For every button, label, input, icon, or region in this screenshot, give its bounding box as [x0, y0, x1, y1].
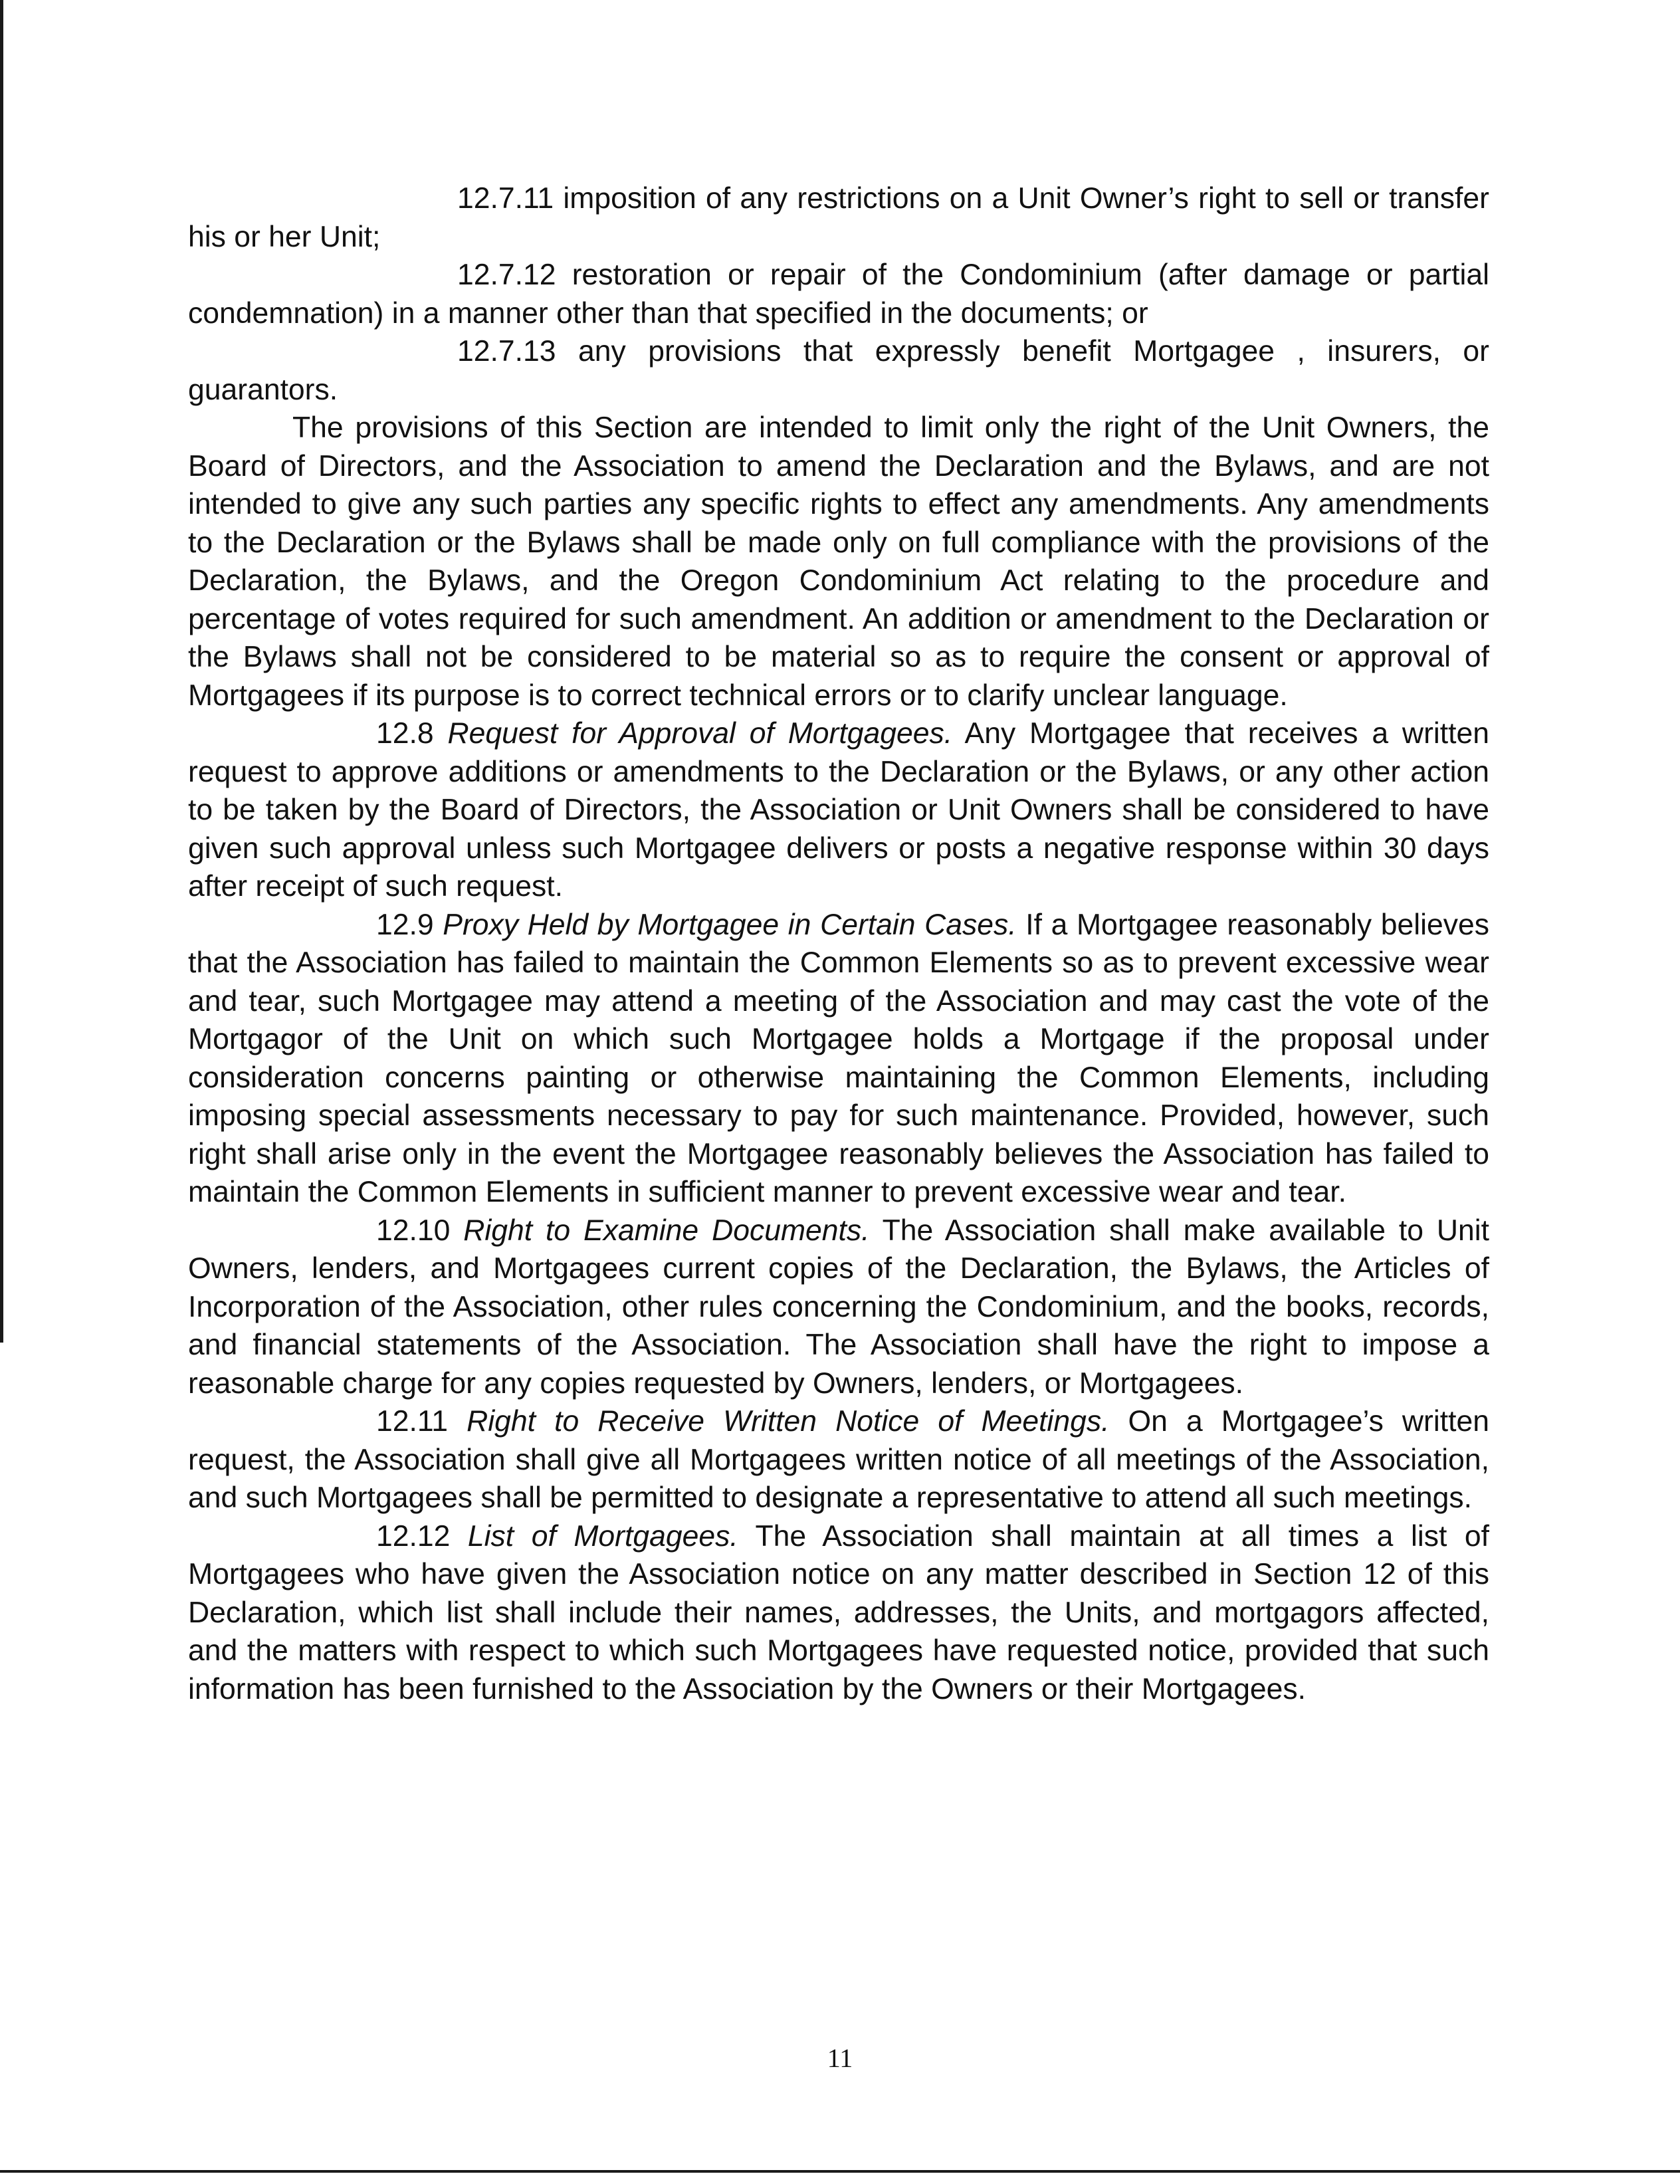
- section-text: Any Mortgagee that receives a written request to approve additions or amendments to the Declaration or the Bylaws, or any other action to be taken by the Board of Directors, the Association or Unit Owners shall be considered to have given such approval unless such Mortgagee delivers or posts a negative response within 30 days after receipt of such request.: [188, 717, 1489, 903]
- section-title: List of Mortgagees.: [467, 1519, 738, 1553]
- scan-bottom-edge: [0, 2170, 1680, 2173]
- section-number: 12.8: [376, 717, 434, 750]
- page-number: 11: [827, 2043, 853, 2073]
- section-number: 12.9: [376, 908, 434, 941]
- item-text: restoration or repair of the Condominium (after damage or partial condemnation) in a manner other than that specified in the documents; or: [188, 259, 1489, 330]
- section-text: The Association shall maintain at all times a list of Mortgagees who have given the Association notice on any matter described in Section 12 of this Declaration, which list shall include their names, addresses, the Units, and mortgagors affected, and the matters with respect to which such Mortgagees have requested notice, provided that such information has been furnished to the Association by the Owners or their Mortgagees.: [188, 1519, 1489, 1705]
- scan-left-edge: [0, 0, 3, 1343]
- section-number: 12.10: [376, 1214, 451, 1247]
- section-text: If a Mortgagee reasonably believes that the Association has failed to maintain the Common Elements so as to prevent excessive wear and tear, such Mortgagee may attend a meeting of the Association and may cast the vote of the Mortgagor of the Unit on which such Mortgagee holds a Mortgage if the proposal under consideration concerns painting or otherwise maintaining the Common Elements, including imposing special assessments necessary to pay for such maintenance. Provided, however, such right shall arise only in the event the Mortgagee reasonably believes the Association has failed to maintain the Common Elements in sufficient manner to prevent excessive wear and tear.: [188, 908, 1490, 1208]
- section-12-11: [188, 1402, 1489, 1517]
- section-number: 12.11: [376, 1405, 449, 1438]
- item-12-7-12: [188, 256, 1489, 332]
- section-title: Right to Receive Written Notice of Meetings.: [467, 1405, 1110, 1438]
- section-title: Proxy Held by Mortgagee in Certain Cases.: [443, 908, 1017, 941]
- item-number: 12.7.12: [457, 259, 556, 291]
- amendment-limits-paragraph: The provisions of this Section are intended to limit only the right of the Unit Owners, the Board of Directors, and the Association to amend the Declaration and the Bylaws, and are not intended to give any such parties any specific rights to effect any amendments. Any amendments to the Declaration or the Bylaws shall be made only on full compliance with the provisions of the Declaration, the Bylaws, and the Oregon Condominium Act relating to the procedure and percentage of votes required for such amendment. An addition or amendment to the Declaration or the Bylaws shall not be considered to be material so as to require the consent or approval of Mortgagees if its purpose is to correct technical errors or to clarify unclear language.: [188, 411, 1489, 712]
- section-text: The Association shall make available to Unit Owners, lenders, and Mortgagees current copies of the Declaration, the Bylaws, the Articles of Incorporation of the Association, other rules concerning the Condominium, and the books, records, and financial statements of the Association. The Association shall have the right to impose a reasonable charge for any copies requested by Owners, lenders, or Mortgagees.: [188, 1214, 1489, 1400]
- item-12-7-13: [188, 332, 1489, 409]
- section-text: On a Mortgagee’s written request, the Association shall give all Mortgagees written notice of all meetings of the Association, and such Mortgagees shall be permitted to designate a representative to attend all such meetings.: [188, 1405, 1489, 1514]
- item-text: imposition of any restrictions on a Unit Owner’s right to sell or transfer his or her Unit;: [188, 182, 1489, 253]
- section-12-12: [188, 1517, 1489, 1709]
- document-body: [188, 179, 1489, 1708]
- item-number: 12.7.13: [457, 335, 556, 368]
- section-number: 12.12: [376, 1519, 451, 1553]
- section-12-9: [188, 906, 1489, 1212]
- section-12-8: [188, 714, 1489, 906]
- item-number: 12.7.11: [457, 182, 554, 215]
- section-title: Right to Examine Documents.: [463, 1214, 870, 1247]
- item-12-7-11: [188, 179, 1489, 256]
- item-text: any provisions that expressly benefit Mortgagee , insurers, or guarantors.: [188, 335, 1489, 406]
- section-12-10: [188, 1212, 1489, 1403]
- section-title: Request for Approval of Mortgagees.: [447, 717, 953, 750]
